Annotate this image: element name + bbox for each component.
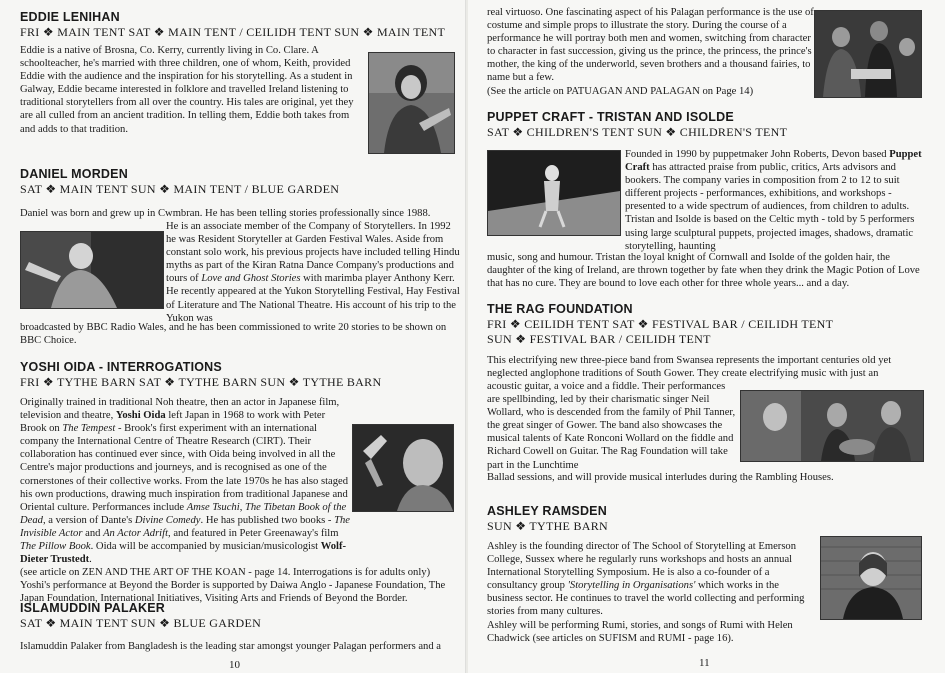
- band-photo-icon: [741, 391, 923, 461]
- puppet-stage-photo-icon: [488, 151, 620, 235]
- italic-title: The Pillow Book: [20, 541, 91, 553]
- schedule-line: SAT ❖ MAIN TENT SUN ❖ MAIN TENT / BLUE GARDEN: [20, 182, 340, 196]
- page-number: 10: [229, 659, 240, 671]
- rag-foundation-section: [487, 302, 927, 346]
- italic-title: The Invisible Actor: [20, 514, 350, 539]
- schedule-line: FRI ❖ TYTHE BARN SAT ❖ TYTHE BARN SUN ❖ TYTHE BARN: [20, 375, 382, 389]
- body-text-part: Founded in 1990 by puppetmaker John Roberts, Devon based: [625, 149, 887, 160]
- schedule-line: FRI ❖ MAIN TENT SAT ❖ MAIN TENT / CEILIDH TENT SUN ❖ MAIN TENT: [20, 25, 446, 39]
- italic-title: Divine Comedy: [134, 514, 201, 526]
- italic-title: The Tempest: [62, 423, 116, 435]
- daniel-morden-intro: [20, 207, 460, 220]
- rag-foundation-body-end: [487, 471, 929, 484]
- bold-name: Wolf-Dieter Trustedt: [20, 541, 347, 566]
- italic-title: Amse Tsuchi: [186, 501, 240, 513]
- section-title: DANIEL MORDEN: [20, 167, 128, 181]
- body-text-part: which works in the business sector. He continues to travel the world collecting and performing stories from many cultures.: [487, 580, 805, 618]
- body-text: (see article on ZEN AND THE ART OF THE KOAN - page 14. Interrogations is for adults only) Yoshi's performance at Beyond the Border is supported by Daiwa Anglo - Japanese Foundation, The Japan Foundation, International Initiatives, Visiting Arts and Friends of Beyond the Border.: [20, 567, 446, 605]
- body-text-part: - Brook's first experiment with an international company the International Centre of Theatre Research (CIRT). Their collaboration has continued ever since, with Oida being involved in all the Centre's major productions and journeys, and is recognised as one of the cornerstones of their collective works. From the late 1970s he has also staged his own productions, drawing much inspiration from traditional Japanese and Oriental culture. Performances include: [20, 423, 349, 513]
- schedule-line: FRI ❖ CEILIDH TENT SAT ❖ FESTIVAL BAR / CEILIDH TENT: [487, 317, 834, 331]
- body-text-part: . He has published two books -: [200, 514, 332, 526]
- body-text-part: Originally trained in traditional Noh theatre, then an actor in Japanese film, television and theatre,: [20, 397, 340, 422]
- performer-photo-icon: [353, 425, 453, 511]
- musicians-photo-icon: [815, 11, 921, 97]
- schedule-line: SAT ❖ MAIN TENT SUN ❖ BLUE GARDEN: [20, 616, 262, 630]
- article-reference: (See the article on PATUAGAN AND PALAGAN on Page 14): [487, 85, 754, 97]
- schedule-line: SAT ❖ CHILDREN'S TENT SUN ❖ CHILDREN'S TENT: [487, 125, 788, 139]
- daniel-morden-body: [166, 220, 460, 325]
- italic-title: 'Storytelling in Organisations': [567, 580, 696, 592]
- italic-title: The Tibetan Book of the Dead: [20, 501, 347, 526]
- body-text-part: with marimba player Anthony Kerr. He recently appeared at the Yukon Storytelling Festival, Hay Festival of Literature and The National Theatre. His account of his trip to the Yukon was: [166, 273, 460, 324]
- yoshi-oida-section: [20, 360, 456, 389]
- left-page: [0, 0, 466, 673]
- yoshi-oida-photo: [352, 424, 454, 512]
- body-text: acoustic guitar, a voice and a fiddle. Their performances are spellbinding, led by their charismatic singer Neil Wollard, who is descended from the family of Phil Tanner, the great singer of Gower. The band also showcases the musical talents of Kate Ronconi Wollard on the fiddle and Richard Cowell on Guitar. The Rag Foundation will take part in the Lunchtime: [487, 381, 736, 471]
- italic-title: Love and Ghost Stories: [201, 273, 301, 285]
- bold-name: Yoshi Oida: [115, 410, 166, 422]
- rag-foundation-photo: [740, 390, 924, 462]
- body-text-part: . Oida will be accompanied by musician/musicologist: [90, 541, 319, 553]
- storyteller-photo-icon: [821, 537, 921, 619]
- right-page: [468, 0, 945, 673]
- storyteller-photo-icon: [21, 232, 163, 308]
- daniel-morden-body-end: [20, 321, 460, 347]
- body-text-part: left Japan in 1968 to work with Peter Brook on: [20, 410, 326, 435]
- body-text: music, song and humour. Tristan the loyal knight of Cornwall and Isolde of the golden hair, the daughter of the king of Ireland, are thrown together by fate when they drink the Magic Potion of Love that has no cure. They are bound to love each other for three whole years... and a day.: [487, 252, 920, 290]
- section-title: THE RAG FOUNDATION: [487, 302, 633, 316]
- body-text: Eddie is a native of Brosna, Co. Kerry, currently living in Co. Clare. A schoolteacher, he's married with three children, one of whom, Keith, provided Eddie with the audience and the inspiration for his storytelling. As a student in Galway, Eddie became interested in folklore and travelled Ireland listening to traditional storytellers from all over the country. His tales are original, yet they are all culled from an ancient tradition. In telling them, Eddie both takes from and adds to that tradition.: [20, 45, 354, 135]
- body-text: Ashley will be performing Rumi, stories, and songs of Rumi with Helen Chadwick (see articles on SUFISM and RUMI - page 16).: [487, 619, 793, 644]
- palagan-photo: [814, 10, 922, 98]
- page-number: 11: [699, 657, 710, 669]
- body-text-part: Ashley is the founding director of The School of Storytelling at Emerson College, Sussex where he regularly runs workshops and hosts an annual International Storytelling Symposium. He is also a co-founder of a consultancy group: [487, 541, 797, 592]
- body-text-part: , and featured in Peter Greenaway's film: [168, 527, 339, 539]
- section-title: YOSHI OIDA - INTERROGATIONS: [20, 360, 222, 374]
- eddie-lenihan-photo: [368, 52, 455, 154]
- daniel-morden-section: [20, 167, 456, 196]
- body-text: [625, 148, 929, 253]
- islamuddin-palaker-section: [20, 601, 456, 630]
- body-text: Islamuddin Palaker from Bangladesh is the leading star amongst younger Palagan performers and a: [20, 641, 441, 652]
- ashley-ramsden-section: [487, 504, 927, 533]
- body-text: real virtuoso. One fascinating aspect of his Palagan performance is the use of costume and simple props to illustrate the story. During the course of a performance he will portray both men and women, switching from character to character in fast succession, giving us the prince, the princess, the prince's mother, the king of the underworld, seven brothers and a thousand fairies, to name but a few.: [487, 7, 814, 84]
- puppet-craft-body: [625, 148, 929, 253]
- eddie-lenihan-section: [20, 10, 456, 39]
- schedule-line: SUN ❖ FESTIVAL BAR / CEILIDH TENT: [487, 332, 711, 346]
- daniel-morden-photo: [20, 231, 164, 309]
- body-text: [166, 220, 460, 325]
- section-title: EDDIE LENIHAN: [20, 10, 120, 24]
- body-text-part: He is an associate member of the Company of Storytellers. In 1992 he was Resident Storyteller at Garden Festival Wales. Aside from constant solo work, his previous projects have included telling Hindu myths as part of the Kiran Ratna Dance Company's productions and tours of: [166, 221, 460, 285]
- body-text: Daniel was born and grew up in Cwmbran. He has been telling stories professionally since 1988.: [20, 208, 431, 219]
- schedule-line: SUN ❖ TYTHE BARN: [487, 519, 609, 533]
- ashley-ramsden-body: [487, 540, 817, 645]
- puppet-craft-section: [487, 110, 927, 139]
- rag-foundation-intro: [487, 354, 929, 380]
- italic-title: An Actor Adrift: [103, 527, 169, 539]
- body-text: [487, 540, 817, 619]
- palagan-continuation: [487, 6, 815, 98]
- bold-name: Puppet Craft: [625, 149, 922, 174]
- puppet-craft-photo: [487, 150, 621, 236]
- body-text-part: has attracted praise from public, critics, Arts advisors and bookers. The company varies in composition from 2 to 12 to suit different projects - performances, exhibitions, and workshops - presented to a wide spectrum of audiences, from children to adults. Tristan and Isolde is based on the Celtic myth - told by 5 performers using large sculptural puppets, projected images, shadows, dramatic storytelling, haunting: [625, 162, 915, 252]
- ashley-ramsden-photo: [820, 536, 922, 620]
- body-text: Originally trained in traditional Noh theatre, then an actor in Japanese film, television and theatre, Yoshi Oida left Japan in 1968 to work with Peter Brook on The Tempest - Brook's first experiment with an international company the International Centre of Theatre Research (CIRT). Their collaboration has continued ever since, with Oida being involved in all the Centre's major productions and journeys, and is recognised as one of the cornerstones of their collective works. From the late 1970s he has also staged his own productions, drawing much inspiration from traditional Japanese and Oriental culture. Performances include Amse Tsuchi, The Tibetan Book of the Dead, a version of Dante's Divine Comedy. He has published two books - The Invisible Actor and An Actor Adrift, and featured in Peter Greenaway's film The Pillow Book. Oida will be accompanied by musician/musicologist Wolf-Dieter Trustedt.: [20, 397, 350, 566]
- storyteller-photo-icon: [369, 53, 454, 153]
- body-text-part: , a version of Dante's: [42, 514, 133, 526]
- body-text: Ballad sessions, and will provide musical interludes during the Rambling Houses.: [487, 472, 834, 483]
- body-text: This electrifying new three-piece band from Swansea represents the important centuries old yet neglected anglophone traditions of South Gower. They create electrifying music with just an: [487, 355, 892, 380]
- puppet-craft-body-end: [487, 251, 929, 290]
- rag-foundation-body: [487, 380, 739, 472]
- section-title: ISLAMUDDIN PALAKER: [20, 601, 166, 615]
- section-title: ASHLEY RAMSDEN: [487, 504, 607, 518]
- islamuddin-palaker-body: [20, 640, 460, 653]
- section-title: PUPPET CRAFT - TRISTAN AND ISOLDE: [487, 110, 734, 124]
- body-text: broadcasted by BBC Radio Wales, and he has been commissioned to write 20 stories to be shown on BBC Choice.: [20, 322, 447, 347]
- eddie-lenihan-body: [20, 44, 365, 136]
